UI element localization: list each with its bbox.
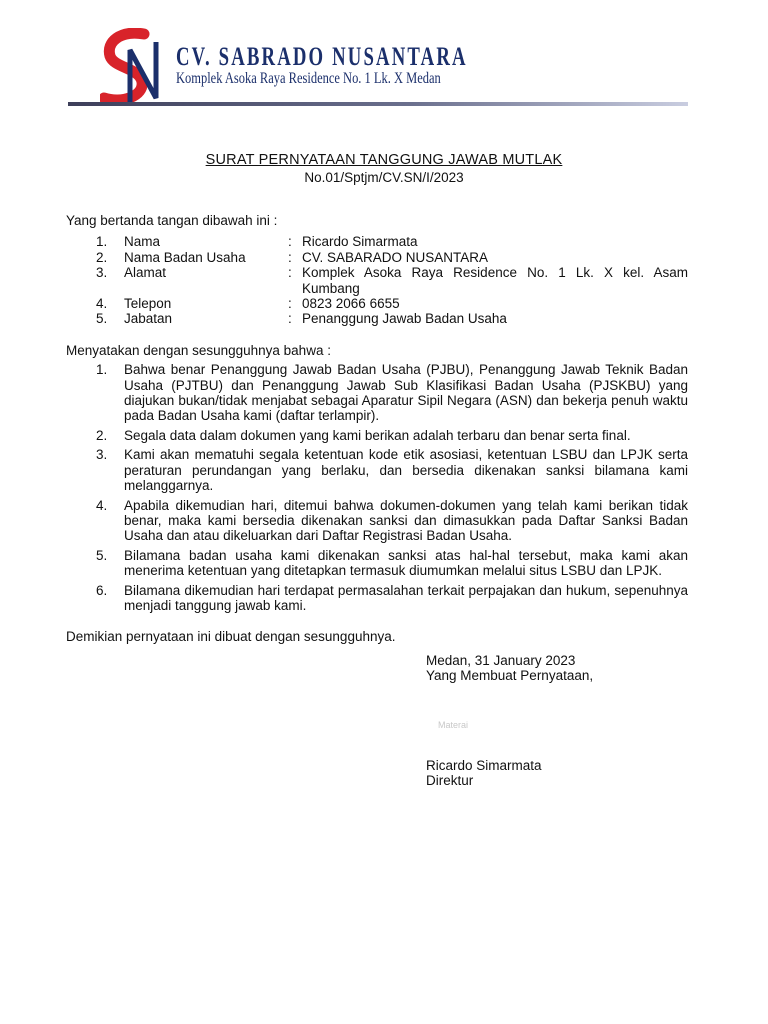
identity-value: Ricardo Simarmata — [302, 234, 418, 250]
letterhead-rule — [68, 102, 688, 106]
document-body — [66, 213, 688, 645]
identity-row — [96, 265, 688, 296]
identity-colon: : — [288, 311, 292, 327]
closing-text: Demikian pernyataan ini dibuat dengan sesungguhnya. — [66, 629, 396, 645]
intro-text: Yang bertanda tangan dibawah ini : — [66, 213, 278, 228]
letterhead — [68, 22, 688, 110]
statement-number: 5. — [96, 547, 108, 563]
signer-position: Direktur — [426, 773, 474, 789]
statement-list — [66, 362, 688, 613]
statement-item — [66, 447, 688, 493]
identity-row — [96, 234, 688, 249]
stamp-placeholder: Materai — [438, 719, 469, 730]
place-date: Medan, 31 January 2023 — [426, 653, 576, 668]
document-title: SURAT PERNYATAAN TANGGUNG JAWAB MUTLAK — [205, 152, 563, 168]
statement-item — [66, 583, 688, 614]
identity-value: CV. SABARADO NUSANTARA — [302, 249, 489, 265]
identity-row — [96, 296, 688, 311]
statement-number: 2. — [96, 427, 108, 443]
declaration-intro: Menyatakan dengan sesungguhnya bahwa : — [66, 342, 331, 358]
identity-number: 1. — [96, 234, 108, 250]
title-block — [0, 152, 768, 185]
statement-item — [66, 362, 688, 424]
identity-number: 2. — [96, 249, 108, 265]
statement-number: 6. — [96, 582, 108, 598]
statement-text: Kami akan mematuhi segala ketentuan kode etik asosiasi, ketentuan LSBU dan LPJK serta peraturan perundangan yang berlaku, dan bersedia dikenakan sanksi bilamana kami melanggarnya. — [124, 447, 688, 494]
identity-row — [96, 311, 688, 326]
statement-text: Segala data dalam dokumen yang kami berikan adalah terbaru dan benar serta final. — [124, 427, 631, 443]
statement-text: Bahwa benar Penanggung Jawab Badan Usaha (PJBU), Penanggung Jawab Teknik Badan Usaha (PJTBU) dan Penanggung Jawab Sub Klasifikasi Badan Usaha (PJSKBU) yang diajukan bukan/tidak menjabat sebagai Aparatur Sipil Negara (ASN) dan bekerja penuh waktu pada Badan Usaha kami (daftar terlampir). — [124, 362, 688, 424]
identity-value: 0823 2066 6655 — [302, 296, 400, 312]
identity-colon: : — [288, 249, 292, 265]
identity-value: Penanggung Jawab Badan Usaha — [302, 311, 507, 327]
identity-field: Telepon — [124, 296, 172, 312]
company-address: Komplek Asoka Raya Residence No. 1 Lk. X Medan — [176, 70, 441, 87]
statement-item — [66, 548, 688, 579]
identity-number: 3. — [96, 265, 108, 281]
identity-field: Jabatan — [124, 311, 173, 327]
statement-item — [66, 428, 688, 443]
signature-block — [426, 653, 706, 789]
company-name: CV. SABRADO NUSANTARA — [176, 42, 468, 71]
identity-colon: : — [288, 234, 292, 250]
signer-role-line: Yang Membuat Pernyataan, — [426, 668, 594, 684]
statement-item — [66, 498, 688, 544]
identity-value: Komplek Asoka Raya Residence No. 1 Lk. X kel. Asam Kumbang — [302, 265, 688, 296]
identity-field: Nama — [124, 234, 161, 250]
identity-colon: : — [288, 296, 292, 312]
identity-field: Nama Badan Usaha — [124, 249, 246, 265]
identity-colon: : — [288, 265, 292, 281]
identity-number: 5. — [96, 311, 108, 327]
statement-number: 4. — [96, 497, 108, 513]
document-number: No.01/Sptjm/CV.SN/I/2023 — [304, 170, 464, 185]
statement-text: Bilamana badan usaha kami dikenakan sanksi atas hal-hal tersebut, maka kami akan menerima ketentuan yang ditetapkan termasuk diumumkan melalui situs LSBU dan LPJK. — [124, 547, 688, 579]
signer-name: Ricardo Simarmata — [426, 757, 542, 773]
statement-number: 3. — [96, 447, 108, 463]
identity-field: Alamat — [124, 265, 167, 281]
statement-text: Apabila dikemudian hari, ditemui bahwa dokumen-dokumen yang telah kami berikan tidak benar, maka kami bersedia dikenakan sanksi dan dimasukkan pada Daftar Sanksi Badan Usaha dan atau dikeluarkan dari Daftar Registrasi Badan Usaha. — [124, 497, 688, 544]
statement-number: 1. — [96, 362, 108, 378]
statement-text: Bilamana dikemudian hari terdapat permasalahan terkait perpajakan dan hukum, sepenuhnya menjadi tanggung jawab kami. — [124, 582, 688, 613]
identity-number: 4. — [96, 296, 108, 312]
identity-row — [96, 250, 688, 265]
company-logo — [100, 28, 168, 108]
identity-table — [96, 234, 688, 326]
